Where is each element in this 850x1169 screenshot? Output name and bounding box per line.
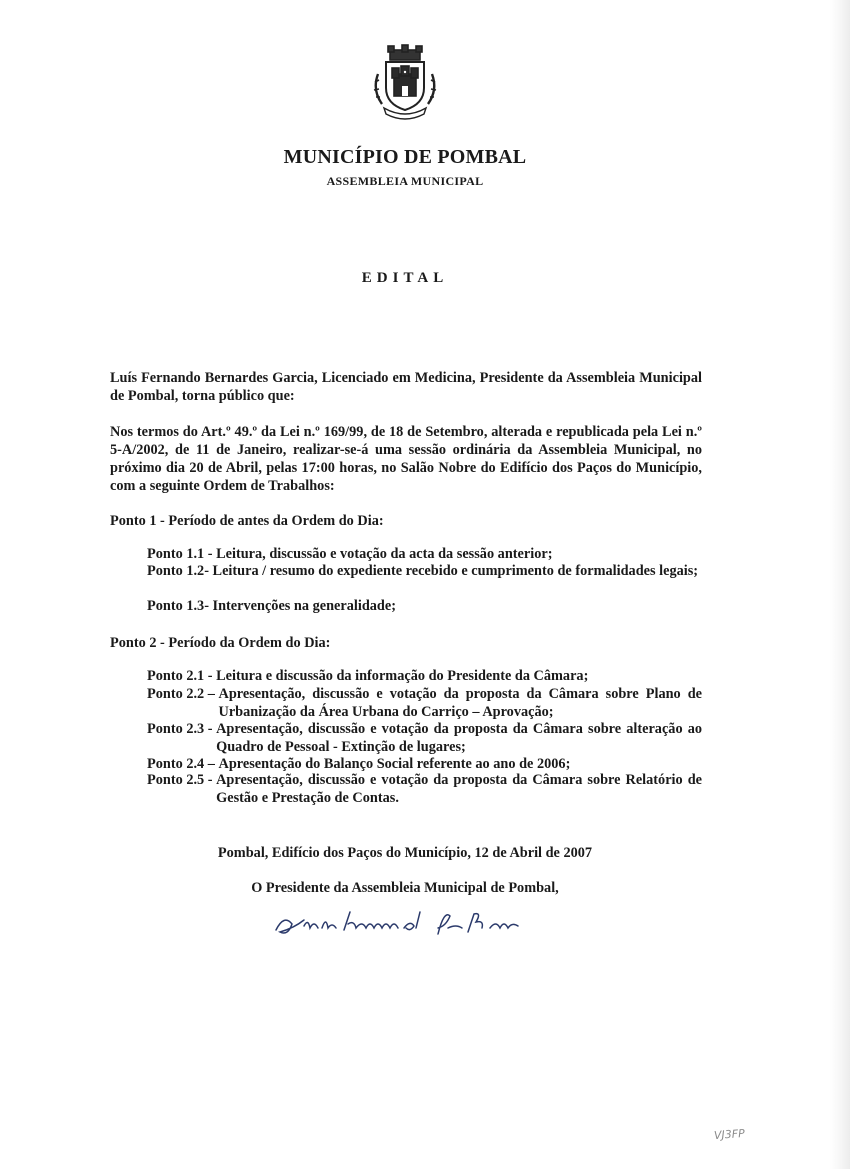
- signatory-title: O Presidente da Assembleia Municipal de Pombal,: [251, 880, 559, 896]
- agenda-item: [147, 546, 702, 564]
- agenda-item-text: Apresentação, discussão e votação da proposta da Câmara sobre Relatório de Gestão e Prestação de Contas.: [216, 772, 702, 806]
- handwritten-page-note: VJ3FP: [713, 1126, 746, 1143]
- agenda-item: [147, 772, 702, 807]
- agenda-item-label: Ponto 1.2-: [147, 563, 213, 579]
- handwritten-signature: [270, 906, 530, 942]
- document-title: EDITAL: [361, 270, 449, 286]
- agenda-item-label: Ponto 2.4 –: [147, 756, 219, 772]
- assembly-subtitle: ASSEMBLEIA MUNICIPAL: [326, 174, 484, 188]
- agenda-item-text: Intervenções na generalidade;: [212, 598, 396, 614]
- agenda-item: [147, 686, 702, 721]
- agenda-item-label: Ponto 2.1 -: [147, 668, 217, 684]
- intro-paragraph: Luís Fernando Bernardes Garcia, Licenciado em Medicina, Presidente da Assembleia Municipal de Pombal, torna público que:: [110, 370, 702, 404]
- agenda-item: [147, 563, 702, 581]
- agenda-item-text: Leitura e discussão da informação do Presidente da Câmara;: [216, 668, 589, 684]
- place-and-date: Pombal, Edifício dos Paços do Município, 12 de Abril de 2007: [217, 845, 593, 861]
- scan-edge-shadow: [830, 0, 850, 1169]
- agenda-item: [147, 721, 702, 756]
- agenda-item-label: Ponto 2.3 -: [147, 721, 217, 737]
- agenda-item-text: Leitura / resumo do expediente recebido e cumprimento de formalidades legais;: [212, 563, 699, 579]
- municipality-title: MUNICÍPIO DE POMBAL: [283, 146, 527, 168]
- municipal-coat-of-arms-icon: [366, 44, 444, 120]
- agenda-item-label: Ponto 2.2 –: [147, 686, 219, 702]
- agenda-item-label: Ponto 1.3-: [147, 598, 213, 614]
- agenda-section-heading: Ponto 1 - Período de antes da Ordem do Dia:: [110, 513, 384, 529]
- agenda-item: [147, 598, 702, 616]
- agenda-item-text: Leitura, discussão e votação da acta da sessão anterior;: [216, 546, 553, 562]
- agenda-item: [147, 668, 702, 686]
- agenda-item-label: Ponto 2.5 -: [147, 772, 217, 788]
- agenda-item-text: Apresentação, discussão e votação da proposta da Câmara sobre alteração ao Quadro de Pessoal - Extinção de lugares;: [216, 721, 702, 755]
- agenda-item-text: Apresentação, discussão e votação da proposta da Câmara sobre Plano de Urbanização da Área Urbana do Carriço – Aprovação;: [218, 686, 702, 720]
- notice-paragraph: Nos termos do Art.º 49.º da Lei n.º 169/99, de 18 de Setembro, alterada e republicada pela Lei n.º 5-A/2002, de 11 de Janeiro, realizar-se-á uma sessão ordinária da Assembleia Municipal, no próximo dia 20 de Abril, pelas 17:00 horas, no Salão Nobre do Edifício dos Paços do Município, com a seguinte Ordem de Trabalhos:: [110, 424, 702, 494]
- agenda-section-heading: Ponto 2 - Período da Ordem do Dia:: [110, 635, 331, 651]
- agenda-item: [147, 756, 702, 774]
- agenda-item-text: Apresentação do Balanço Social referente ao ano de 2006;: [218, 756, 571, 772]
- agenda-item-label: Ponto 1.1 -: [147, 546, 217, 562]
